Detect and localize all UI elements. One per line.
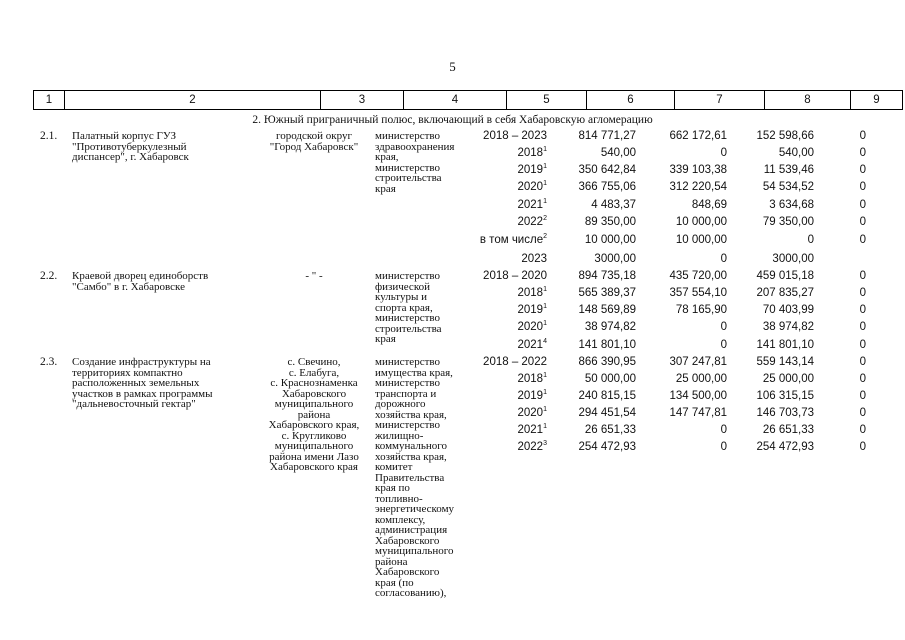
value-c8: 70 403,99 bbox=[762, 304, 814, 316]
row-period bbox=[483, 356, 547, 368]
entry-executor-line: администрация bbox=[375, 524, 448, 536]
footnote-marker: 1 bbox=[543, 372, 547, 380]
row-period bbox=[518, 164, 548, 176]
value-c7: 662 172,61 bbox=[669, 130, 727, 142]
value-c9: 0 bbox=[859, 373, 866, 385]
entry-executor-line: министерство bbox=[375, 161, 441, 174]
value-c9: 0 bbox=[859, 304, 866, 316]
value-c6: 4 483,37 bbox=[591, 199, 636, 211]
period-text: 2018 – 2022 bbox=[483, 356, 547, 368]
row-period bbox=[518, 441, 548, 453]
entry-executor-line: коммунального bbox=[375, 440, 447, 452]
row-period bbox=[518, 390, 548, 402]
period-text: 2019 bbox=[517, 304, 544, 316]
value-c7: 0 bbox=[720, 147, 727, 159]
entry-executor-line: края bbox=[375, 333, 396, 345]
value-c6: 89 350,00 bbox=[584, 216, 636, 228]
row-period bbox=[518, 424, 548, 436]
value-c6: 50 000,00 bbox=[584, 373, 636, 385]
entry-executor-line: хозяйства края, bbox=[375, 408, 447, 421]
period-text: 2022 bbox=[517, 216, 544, 228]
entry-location-line: с. Свечино, bbox=[287, 356, 341, 368]
entry-location bbox=[254, 131, 374, 152]
footnote-marker: 1 bbox=[543, 389, 547, 397]
value-c9: 0 bbox=[859, 424, 866, 436]
value-c7: 10 000,00 bbox=[675, 216, 727, 228]
column-header: 5 bbox=[507, 91, 587, 110]
entry-executor-line: энергетическому bbox=[375, 503, 455, 515]
section-title: 2. Южный приграничный полюс, включающий в себя Хабаровскую агломерацию bbox=[252, 114, 653, 126]
value-c9: 0 bbox=[859, 216, 866, 228]
value-c8: 559 143,14 bbox=[756, 356, 814, 368]
entry-executor-line: спорта края, bbox=[375, 301, 433, 314]
entry-location-line: городской округ bbox=[275, 130, 353, 142]
entry-executor-line: хозяйства края, bbox=[375, 450, 447, 463]
value-c8: 38 974,82 bbox=[762, 321, 814, 333]
entry-executor-line: Хабаровского bbox=[375, 534, 440, 547]
value-c6: 294 451,54 bbox=[578, 407, 636, 419]
period-text: 2022 bbox=[517, 441, 544, 453]
value-c6: 240 815,15 bbox=[578, 390, 636, 402]
value-c7: 0 bbox=[720, 424, 727, 436]
period-text: 2021 bbox=[517, 424, 544, 436]
period-text: 2019 bbox=[517, 390, 544, 402]
value-c7: 134 500,00 bbox=[669, 390, 727, 402]
entry-name-line: территориях компактно bbox=[72, 366, 183, 379]
value-c8: 254 472,93 bbox=[756, 441, 814, 453]
entry-location-line: с. Краснознаменка bbox=[270, 377, 358, 389]
footnote-marker: 3 bbox=[543, 440, 547, 448]
footnote-marker: 2 bbox=[543, 233, 547, 241]
entry-executor-line: министерство bbox=[375, 356, 441, 368]
value-c7: 307 247,81 bbox=[669, 356, 727, 368]
value-c6: 254 472,93 bbox=[578, 441, 636, 453]
value-c9: 0 bbox=[859, 339, 866, 351]
period-text: 2021 bbox=[517, 339, 544, 351]
period-text: 2018 – 2020 bbox=[483, 270, 547, 282]
entry-number: 2.3. bbox=[40, 356, 58, 368]
entry-executor-line: муниципального bbox=[375, 545, 454, 557]
entry-executor-line: транспорта и bbox=[375, 387, 437, 400]
value-c7: 848,69 bbox=[691, 199, 727, 211]
row-period bbox=[518, 199, 548, 211]
page-number: 5 bbox=[449, 59, 456, 74]
entry-name-line: Краевой дворец единоборств bbox=[72, 270, 209, 282]
entry-name-line: диспансер", г. Хабаровск bbox=[72, 151, 189, 163]
value-c8: 0 bbox=[807, 234, 814, 246]
value-c6: 866 390,95 bbox=[578, 356, 636, 368]
row-period bbox=[518, 287, 548, 299]
value-c7: 10 000,00 bbox=[675, 234, 727, 246]
value-c7: 25 000,00 bbox=[675, 373, 727, 385]
value-c8: 11 539,46 bbox=[763, 164, 814, 176]
value-c6: 366 755,06 bbox=[578, 181, 636, 193]
row-period bbox=[518, 407, 548, 419]
entry-executor-line: министерство bbox=[375, 270, 441, 282]
column-header: 3 bbox=[321, 91, 404, 110]
entry-executor-line: края (по bbox=[375, 576, 414, 589]
value-c7: 147 747,81 bbox=[669, 407, 727, 419]
entry-name-line: "Противотуберкулезный bbox=[72, 140, 187, 153]
footnote-marker: 4 bbox=[543, 338, 547, 346]
value-c7: 357 554,10 bbox=[669, 287, 727, 299]
entry-location-line: Хабаровского края bbox=[270, 461, 358, 473]
period-text: 2021 bbox=[517, 199, 544, 211]
period-text: в том числе bbox=[479, 234, 544, 246]
value-c6: 894 735,18 bbox=[578, 270, 636, 282]
entry-executor-line: комитет bbox=[375, 461, 413, 473]
entry-name-line: участков в рамках программы bbox=[72, 387, 213, 400]
footnote-marker: 1 bbox=[543, 423, 547, 431]
value-c6: 565 389,37 bbox=[578, 287, 636, 299]
value-c6: 10 000,00 bbox=[584, 234, 636, 246]
entry-executor-line: строительства bbox=[375, 172, 442, 184]
value-c6: 3000,00 bbox=[594, 253, 636, 265]
entry-name bbox=[72, 357, 262, 410]
entry-executor bbox=[375, 131, 475, 194]
row-period bbox=[483, 130, 547, 142]
period-text: 2020 bbox=[517, 321, 544, 333]
footnote-marker: 2 bbox=[543, 215, 547, 223]
footnote-marker: 1 bbox=[543, 146, 547, 154]
entry-executor-line: министерство bbox=[375, 377, 441, 389]
footnote-marker: 1 bbox=[543, 180, 547, 188]
column-header: 9 bbox=[851, 91, 903, 110]
value-c9: 0 bbox=[859, 407, 866, 419]
footnote-marker: 1 bbox=[543, 406, 547, 414]
entry-location-line: с. Елабуга, bbox=[288, 366, 340, 379]
value-c8: 207 835,27 bbox=[756, 287, 814, 299]
entry-executor-line: Хабаровского bbox=[375, 566, 440, 578]
value-c9: 0 bbox=[859, 199, 866, 211]
value-c9: 0 bbox=[859, 270, 866, 282]
value-c9: 0 bbox=[859, 181, 866, 193]
value-c6: 350 642,84 bbox=[578, 164, 636, 176]
value-c7: 312 220,54 bbox=[669, 181, 727, 193]
period-text: 2018 – 2023 bbox=[483, 130, 547, 142]
entry-executor-line: края по bbox=[375, 482, 410, 494]
value-c6: 814 771,27 bbox=[578, 130, 636, 142]
value-c7: 0 bbox=[720, 253, 727, 265]
value-c8: 106 315,15 bbox=[756, 390, 814, 402]
entry-number: 2.1. bbox=[40, 130, 58, 142]
entry-name-line: "Самбо" в г. Хабаровске bbox=[72, 280, 185, 293]
entry-location bbox=[254, 357, 374, 473]
entry-executor bbox=[375, 357, 475, 599]
entry-location-line: Хабаровского края, bbox=[268, 419, 360, 431]
entry-name-line: расположенных земельных bbox=[72, 377, 200, 389]
entry-executor-line: дорожного bbox=[375, 398, 426, 410]
entry-executor-line: Правительства bbox=[375, 471, 445, 484]
value-c6: 26 651,33 bbox=[584, 424, 636, 436]
value-c8: 459 015,18 bbox=[756, 270, 814, 282]
value-c8: 3 634,68 bbox=[769, 199, 814, 211]
entry-executor-line: министерство bbox=[375, 130, 441, 142]
entry-location-line: с. Кругликово bbox=[281, 429, 347, 442]
value-c6: 148 569,89 bbox=[578, 304, 636, 316]
column-header: 8 bbox=[765, 91, 851, 110]
column-header: 7 bbox=[675, 91, 765, 110]
column-header: 6 bbox=[587, 91, 675, 110]
entry-location-line: Хабаровского bbox=[281, 387, 347, 400]
value-c9: 0 bbox=[859, 147, 866, 159]
value-c9: 0 bbox=[859, 234, 866, 246]
row-period bbox=[480, 234, 547, 246]
row-period bbox=[518, 304, 548, 316]
entry-executor-line: здравоохранения bbox=[375, 140, 455, 153]
entry-executor-line: края, bbox=[375, 151, 399, 163]
footnote-marker: 1 bbox=[543, 286, 547, 294]
value-c9: 0 bbox=[859, 130, 866, 142]
value-c8: 152 598,66 bbox=[756, 130, 814, 142]
value-c6: 540,00 bbox=[600, 147, 636, 159]
entry-location bbox=[254, 271, 374, 282]
column-header: 2 bbox=[65, 91, 321, 110]
entry-location-line: муниципального bbox=[274, 398, 354, 410]
entry-executor-line: культуры и bbox=[375, 291, 427, 303]
column-header-row bbox=[33, 90, 903, 110]
row-period bbox=[521, 253, 547, 265]
value-c8: 141 801,10 bbox=[756, 339, 814, 351]
entry-executor-line: жилищно- bbox=[375, 429, 424, 442]
row-period bbox=[518, 321, 548, 333]
period-text: 2020 bbox=[517, 181, 544, 193]
value-c7: 0 bbox=[720, 441, 727, 453]
value-c9: 0 bbox=[859, 321, 866, 333]
value-c6: 38 974,82 bbox=[584, 321, 636, 333]
value-c7: 339 103,38 bbox=[669, 164, 727, 176]
value-c7: 0 bbox=[720, 321, 727, 333]
entry-executor-line: министерство bbox=[375, 312, 441, 324]
row-period bbox=[518, 216, 548, 228]
period-text: 2019 bbox=[517, 164, 544, 176]
value-c8: 146 703,73 bbox=[756, 407, 814, 419]
period-text: 2020 bbox=[517, 407, 544, 419]
value-c9: 0 bbox=[859, 287, 866, 299]
value-c8: 25 000,00 bbox=[762, 373, 814, 385]
footnote-marker: 1 bbox=[543, 198, 547, 206]
entry-location-line: муниципального bbox=[274, 440, 354, 452]
row-period bbox=[518, 373, 548, 385]
column-header: 4 bbox=[404, 91, 507, 110]
footnote-marker: 1 bbox=[543, 303, 547, 311]
value-c7: 0 bbox=[720, 339, 727, 351]
entry-location-line: района имени Лазо bbox=[269, 450, 359, 463]
entry-location-line: - " - bbox=[305, 270, 323, 282]
entry-location-line: "Город Хабаровск" bbox=[269, 140, 359, 153]
row-period bbox=[483, 270, 547, 282]
row-period bbox=[518, 147, 548, 159]
value-c8: 79 350,00 bbox=[762, 216, 814, 228]
entry-executor-line: физической bbox=[375, 280, 430, 293]
value-c6: 141 801,10 bbox=[578, 339, 636, 351]
period-text: 2018 bbox=[517, 373, 544, 385]
entry-name-line: "дальневосточный гектар" bbox=[72, 398, 196, 410]
footnote-marker: 1 bbox=[543, 163, 547, 171]
value-c8: 54 534,52 bbox=[762, 181, 814, 193]
footnote-marker: 1 bbox=[543, 320, 547, 328]
value-c7: 78 165,90 bbox=[675, 304, 727, 316]
row-period bbox=[518, 181, 548, 193]
period-text: 2023 bbox=[521, 253, 547, 265]
row-period bbox=[518, 339, 548, 351]
entry-number: 2.2. bbox=[40, 270, 58, 282]
value-c9: 0 bbox=[859, 441, 866, 453]
value-c8: 26 651,33 bbox=[762, 424, 814, 436]
entry-name-line: Палатный корпус ГУЗ bbox=[72, 130, 177, 142]
column-header: 1 bbox=[34, 91, 65, 110]
entry-executor-line: комплексу, bbox=[375, 513, 426, 526]
entry-executor-line: строительства bbox=[375, 322, 442, 335]
entry-name bbox=[72, 131, 262, 163]
entry-name bbox=[72, 271, 262, 292]
entry-location-line: района bbox=[297, 408, 331, 421]
value-c8: 3000,00 bbox=[772, 253, 814, 265]
entry-executor bbox=[375, 271, 475, 345]
period-text: 2018 bbox=[517, 147, 544, 159]
entry-name-line: Создание инфраструктуры на bbox=[72, 356, 211, 368]
value-c9: 0 bbox=[859, 356, 866, 368]
entry-executor-line: министерство bbox=[375, 419, 441, 431]
entry-executor-line: топливно- bbox=[375, 492, 423, 505]
value-c9: 0 bbox=[859, 164, 866, 176]
entry-executor-line: имущества края, bbox=[375, 366, 453, 379]
entry-executor-line: края bbox=[375, 182, 396, 195]
entry-executor-line: района bbox=[375, 555, 408, 568]
value-c7: 435 720,00 bbox=[669, 270, 727, 282]
entry-executor-line: согласованию), bbox=[375, 587, 447, 599]
period-text: 2018 bbox=[517, 287, 544, 299]
value-c9: 0 bbox=[859, 390, 866, 402]
value-c8: 540,00 bbox=[778, 147, 814, 159]
